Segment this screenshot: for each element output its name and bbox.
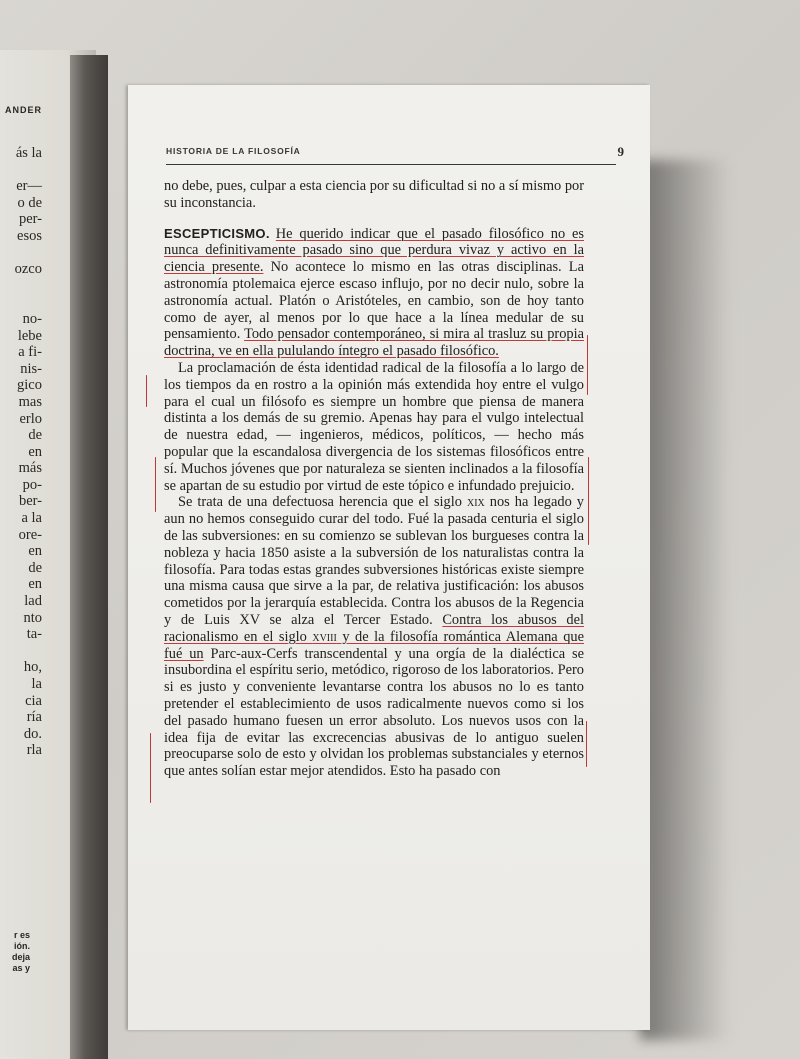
left-line-fragment: lad [24, 593, 42, 610]
left-line-fragment: ber- [18, 493, 42, 510]
left-line-fragment: po- [22, 476, 42, 493]
paragraph-4-start: Se trata de una defectuosa herencia que el siglo [178, 494, 467, 511]
left-line-fragment: lebe [17, 327, 42, 344]
left-line-fragment: nis- [20, 360, 42, 377]
left-line-fragment: en [28, 576, 42, 593]
left-line-fragment [0, 245, 42, 262]
left-line-fragment: esos [17, 227, 42, 244]
left-line-fragment [0, 278, 42, 295]
section-heading: ESCEPTICISMO. [164, 225, 270, 241]
century-xix: xix [466, 494, 485, 511]
page-number: 9 [617, 144, 624, 159]
underlined-passage-1: He querido indicar que el pasado filosófico no es nunca definitivamente pasado sino que perdura vivaz y activo en la ciencia presente. [164, 225, 584, 276]
left-line-fragment: nto [23, 609, 42, 626]
left-page-footnote [0, 930, 30, 974]
left-line-fragment: a fi- [18, 344, 42, 361]
underlined-passage-3b: y de la filosofía romántica Alemana que fué un [164, 628, 584, 662]
left-line-fragment: de [28, 427, 42, 444]
paragraph-4 [164, 494, 584, 780]
left-running-head: ANDER [4, 105, 42, 115]
left-line-fragment [0, 643, 42, 660]
left-line-fragment: a la [21, 510, 42, 527]
running-head: HISTORIA DE LA FILOSOFÍA [166, 146, 301, 156]
left-line-fragment: no- [22, 310, 42, 327]
page-shadow [640, 160, 730, 1040]
left-line-fragment: gico [17, 377, 42, 394]
left-footnote-fragment: ión. [14, 941, 30, 951]
paragraph-4-text: nos ha legado y aun no hemos conseguido curar del todo. Fué la pasada centuria el siglo de las subversiones: en su comienzo se sublevan los burgueses contra la nobleza y hacia 1850 asiste a la subversión de los naturalistas contra la filosofía. Para todas estas grandes subversiones históricas existe siempre una misma causa que sirve a la par, de relativa justificación: los abusos cometidos por la jerarquía establecida. Contra los abusos de la Regencia y de Luis XV se alza el Tercer Estado. [164, 494, 584, 628]
left-line-fragment: o de [17, 194, 42, 211]
left-line-fragment: más [18, 460, 42, 477]
left-line-fragment: rla [26, 742, 42, 759]
left-line-fragment: ore- [18, 526, 42, 543]
margin-mark-left-2 [155, 457, 156, 512]
left-line-fragment: en [28, 443, 42, 460]
left-footnote-fragment: r es [13, 930, 30, 940]
margin-mark-right-3 [586, 721, 587, 767]
left-line-fragment: ás la [15, 145, 42, 161]
margin-mark-right-2 [588, 457, 589, 545]
margin-mark-left-1 [146, 375, 147, 407]
left-footnote-fragment: as y [12, 963, 30, 973]
page-header [166, 142, 624, 165]
book-spine-gutter [70, 55, 108, 1059]
left-line-fragment: ozco [14, 261, 42, 278]
left-line-fragment: erlo [19, 410, 42, 427]
margin-mark-left-3 [150, 733, 151, 803]
paragraph-1: no debe, pues, culpar a esta ciencia por su dificultad si no a sí mismo por su inconstancia. [164, 178, 585, 211]
left-page-text [0, 145, 42, 759]
underlined-passage-2: Todo pensador contemporáneo, si mira al trasluz su propia doctrina, ve en ella pululando íntegro el pasado filosófico. [164, 326, 584, 360]
paragraph-4-end: Parc-aux-Cerfs transcendental y una orgía de la dialéctica se insubordina el espíritu serio, metódico, rigoroso de los laboratorios. Pero si es justo y conveniente levantarse contra los abusos no lo es tanto pretender el establecimiento de usos radicalmente nuevos como si los del pasado humano fuesen un error absoluto. Los nuevos usos con la idea fija de evitar las excrecencias abusivas de lo antiguo suelen preocuparse solo de esto y olvidan los problemas substanciales y eternos que antes solían estar mejor atendidos. Esto ha pasado con [164, 645, 584, 780]
left-line-fragment: de [28, 559, 42, 576]
left-line-fragment: per- [18, 211, 42, 228]
century-xviii: xviii [312, 628, 337, 645]
left-line-fragment: mas [18, 393, 42, 410]
right-page [128, 85, 650, 1030]
left-line-fragment: do. [23, 725, 42, 742]
body-text [164, 178, 584, 780]
left-footnote-fragment: deja [11, 952, 30, 962]
left-line-fragment: ta- [26, 626, 42, 643]
left-line-fragment [0, 294, 42, 311]
left-line-fragment: la [31, 676, 42, 692]
paragraph-2-text: No acontece lo mismo en las otras disciplinas. La astronomía ptolemaica ejerce escaso influjo, por no decir nulo, sobre la astronomía actual. Platón o Aristóteles, en cambio, son de hoy tanto como de ayer, al menos por lo que hace a la línea medular de su pensamiento. [164, 259, 584, 343]
left-line-fragment: ría [26, 709, 42, 726]
left-line-fragment: cia [25, 692, 42, 709]
underlined-passage-3a: Contra los abusos del racionalismo en el siglo [164, 611, 584, 645]
left-line-fragment: ho, [23, 659, 42, 676]
left-line-fragment [0, 162, 42, 179]
left-line-fragment: en [28, 543, 42, 560]
paragraph-3: La proclamación de ésta identidad radical de la filosofía a lo largo de los tiempos da en rostro a la opinión más extendida hoy entre el vulgo para el cual un filósofo es siempre un hombre que piensa de manera distinta a los demás de su gremio. Apenas hay para el vulgo intelectual de nuestra edad, — ingenieros, médicos, políticos, — hecho más popular que la escandalosa divergencia de los sistemas filosóficos entre sí. Muchos jóvenes que por naturaleza se sienten inclinados a la filosofía se apartan de su estudio por virtud de este tópico e infundado prejuicio. [164, 359, 584, 494]
paragraph-2 [164, 226, 584, 360]
left-line-fragment: er— [16, 178, 42, 195]
margin-mark-right-1 [587, 335, 588, 395]
